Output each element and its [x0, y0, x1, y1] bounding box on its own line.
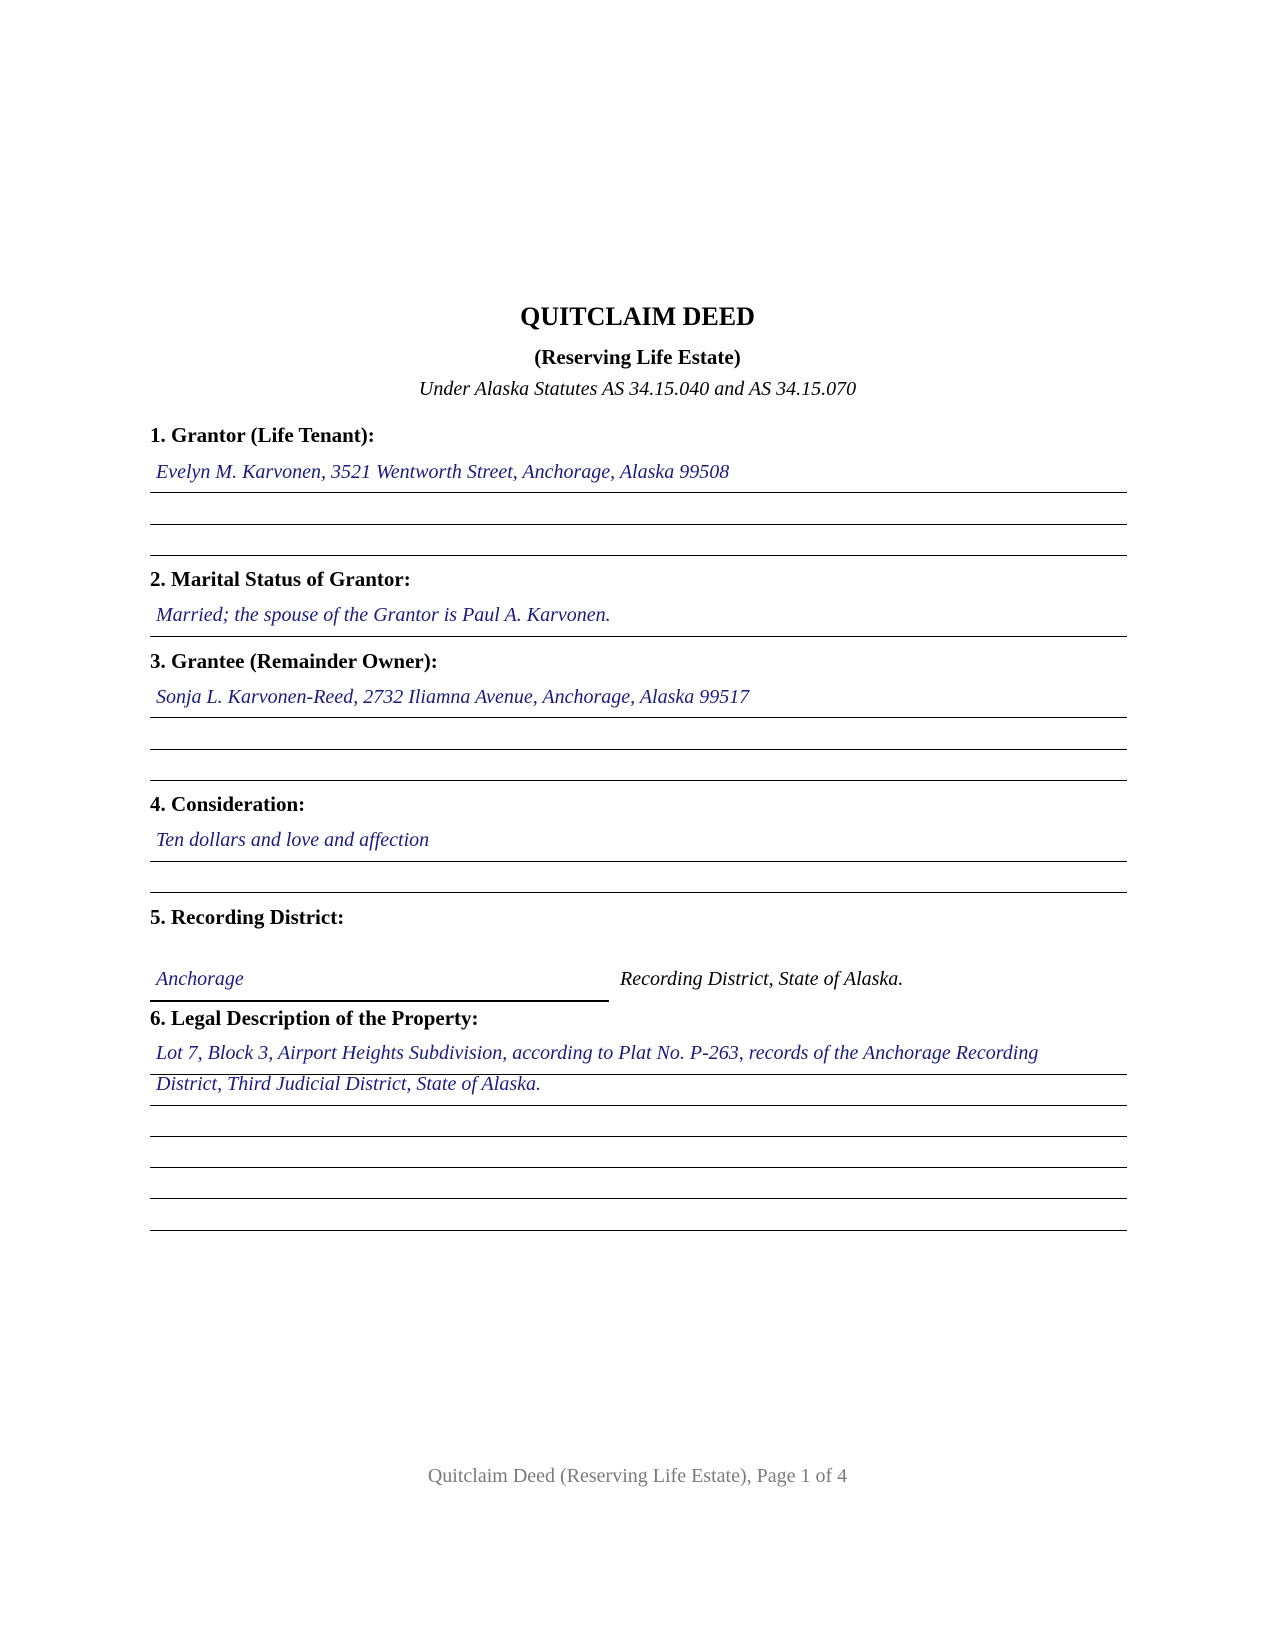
grantee-line-2 — [150, 749, 1127, 750]
document-title: QUITCLAIM DEED — [520, 302, 755, 331]
consideration-field[interactable]: Ten dollars and love and affection — [156, 829, 430, 851]
recording-district-line — [150, 1000, 609, 1002]
legal-description-rule-3 — [150, 1136, 1127, 1137]
legal-description-rule-5 — [150, 1198, 1127, 1199]
grantor-line-2 — [150, 524, 1127, 525]
grantor-heading: 1. Grantor (Life Tenant): — [150, 423, 375, 447]
grantor-field[interactable]: Evelyn M. Karvonen, 3521 Wentworth Street, Anchorage, Alaska 99508 — [156, 461, 730, 483]
recording-district-suffix: Recording District, State of Alaska. — [620, 968, 904, 990]
legal-description-heading: 6. Legal Description of the Property: — [150, 1006, 479, 1030]
recording-district-heading: 5. Recording District: — [150, 905, 345, 929]
marital-status-heading: 2. Marital Status of Grantor: — [150, 567, 411, 591]
statute-reference: Under Alaska Statutes AS 34.15.040 and AS 34.15.070 — [418, 378, 857, 400]
legal-description-rule-4 — [150, 1167, 1127, 1168]
legal-description-rule-2 — [150, 1105, 1127, 1106]
page-footer: Quitclaim Deed (Reserving Life Estate), Page 1 of 4 — [427, 1465, 848, 1487]
marital-status-field[interactable]: Married; the spouse of the Grantor is Paul A. Karvonen. — [156, 604, 611, 626]
grantor-line-1 — [150, 492, 1127, 493]
marital-status-line — [150, 636, 1127, 637]
recording-district-field[interactable]: Anchorage — [156, 968, 244, 990]
document-subtitle: (Reserving Life Estate) — [534, 345, 741, 369]
consideration-line-2 — [150, 892, 1127, 893]
legal-description-rule-6 — [150, 1230, 1127, 1231]
grantee-line-3 — [150, 780, 1127, 781]
grantee-line-1 — [150, 717, 1127, 718]
consideration-line-1 — [150, 861, 1127, 862]
legal-description-line1[interactable]: Lot 7, Block 3, Airport Heights Subdivision, according to Plat No. P-263, records of the Anchorage Recording — [156, 1042, 1039, 1064]
grantee-heading: 3. Grantee (Remainder Owner): — [150, 649, 438, 673]
grantor-line-3 — [150, 555, 1127, 556]
consideration-heading: 4. Consideration: — [150, 792, 306, 816]
grantee-field[interactable]: Sonja L. Karvonen-Reed, 2732 Iliamna Avenue, Anchorage, Alaska 99517 — [156, 686, 750, 708]
legal-description-line2[interactable]: District, Third Judicial District, State of Alaska. — [156, 1073, 541, 1095]
